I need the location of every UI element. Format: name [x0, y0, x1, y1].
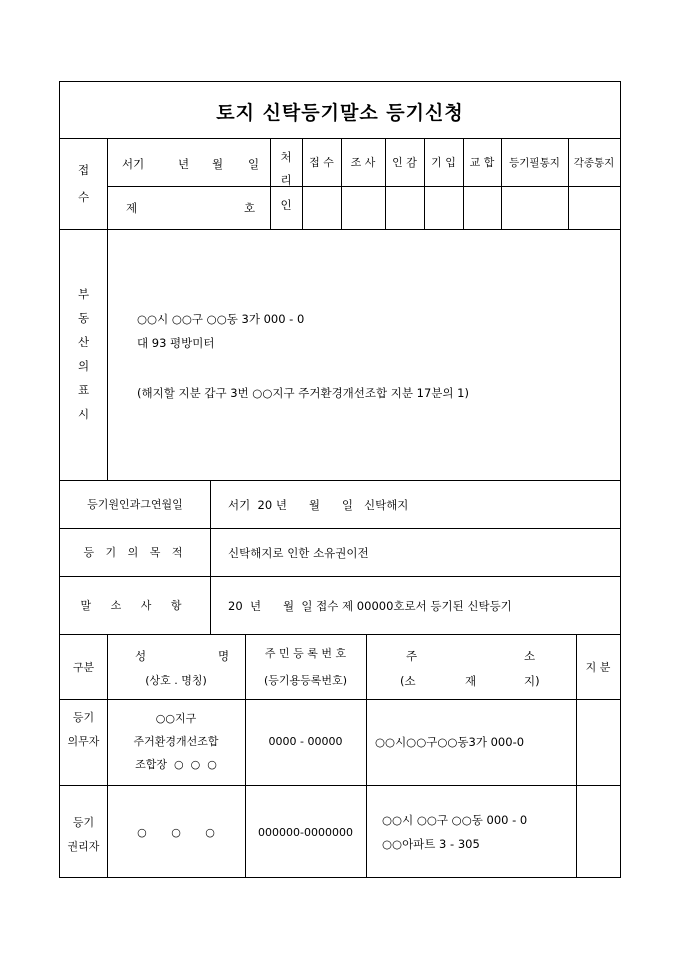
- row1-address: ○○시○○구○○동3가 000-0: [375, 735, 525, 749]
- stage-check: 교 합: [469, 156, 495, 169]
- number-prefix: 제: [126, 201, 138, 215]
- date-era: 서기: [122, 157, 145, 171]
- header-id-bottom: (등기용등록번호): [264, 674, 347, 687]
- row1-type-2: 의무자: [67, 735, 100, 748]
- reception-label-top: 접: [77, 163, 90, 177]
- date-day: 일: [248, 157, 260, 171]
- reception-label-bottom: 수: [77, 190, 90, 204]
- cause-label: 등기원인과그연월일: [87, 498, 183, 511]
- purpose-value: 신탁해지로 인한 소유권이전: [228, 546, 369, 560]
- number-suffix: 호: [244, 201, 256, 215]
- cancel-value: 20 년 월 일 접수 제 00000호로서 등기된 신탁등기: [228, 599, 512, 613]
- property-label-5: 표: [77, 383, 90, 397]
- property-label-4: 의: [77, 359, 90, 373]
- processor-label-2: 리: [280, 173, 292, 187]
- header-share: 지 분: [585, 660, 611, 674]
- stage-entry: 기 입: [431, 156, 456, 169]
- date-year: 년: [178, 157, 190, 171]
- cause-value: 서기 20 년 월 일 신탁해지: [228, 498, 409, 512]
- row2-type-1: 등기: [72, 816, 95, 829]
- row1-id: 0000 - 00000: [268, 734, 343, 748]
- processor-label-1: 처: [280, 150, 292, 164]
- stage-completion-notice: 등기필통지: [509, 156, 560, 169]
- property-label-3: 산: [77, 335, 90, 349]
- registration-form: [59, 81, 621, 878]
- row1-name-1: ○○지구: [155, 712, 197, 725]
- header-addr-top-2: 소: [524, 649, 536, 663]
- property-label-2: 동: [77, 311, 90, 325]
- stage-seal: 인 감: [392, 156, 417, 169]
- row1-type-1: 등기: [72, 711, 95, 724]
- cancel-label: 말 소 사 항: [80, 599, 190, 612]
- purpose-label: 등 기 의 목 적: [83, 546, 187, 559]
- header-addr-top-1: 주: [406, 649, 418, 663]
- row1-name-2: 주거환경개선조합: [133, 735, 219, 748]
- row2-type-2: 권리자: [67, 840, 100, 853]
- property-land: 대 93 평방미터: [137, 336, 215, 350]
- header-name-bottom: (상호 . 명칭): [145, 674, 207, 687]
- row2-name: ○ ○ ○: [137, 825, 215, 839]
- stage-receipt: 접 수: [309, 156, 334, 169]
- date-month: 월: [212, 157, 224, 171]
- property-note: (해지할 지분 갑구 3번 ○○지구 주거환경개선조합 지분 17분의 1): [137, 386, 469, 400]
- header-addr-bottom-3: 지): [524, 674, 540, 688]
- header-id-top: 주 민 등 록 번 호: [264, 647, 347, 660]
- row2-id: 000000-0000000: [258, 825, 353, 839]
- property-address: ○○시 ○○구 ○○동 3가 000 - 0: [137, 312, 305, 326]
- header-name-top-1: 성: [135, 649, 147, 663]
- header-type: 구분: [72, 660, 95, 674]
- header-name-top-2: 명: [218, 649, 230, 663]
- row2-address-2: ○○아파트 3 - 305: [382, 837, 480, 851]
- form-title: 토지 신탁등기말소 등기신청: [216, 102, 464, 124]
- stage-review: 조 사: [350, 156, 376, 169]
- processor-label-3: 인: [280, 198, 292, 212]
- header-addr-bottom-2: 재: [465, 674, 477, 688]
- stage-various-notice: 각종통지: [573, 156, 615, 169]
- row2-address-1: ○○시 ○○구 ○○동 000 - 0: [382, 813, 528, 827]
- property-label-6: 시: [77, 407, 90, 421]
- header-addr-bottom-1: (소: [400, 674, 416, 688]
- property-label-1: 부: [77, 287, 90, 301]
- row1-name-3: 조합장 ○ ○ ○: [135, 758, 217, 771]
